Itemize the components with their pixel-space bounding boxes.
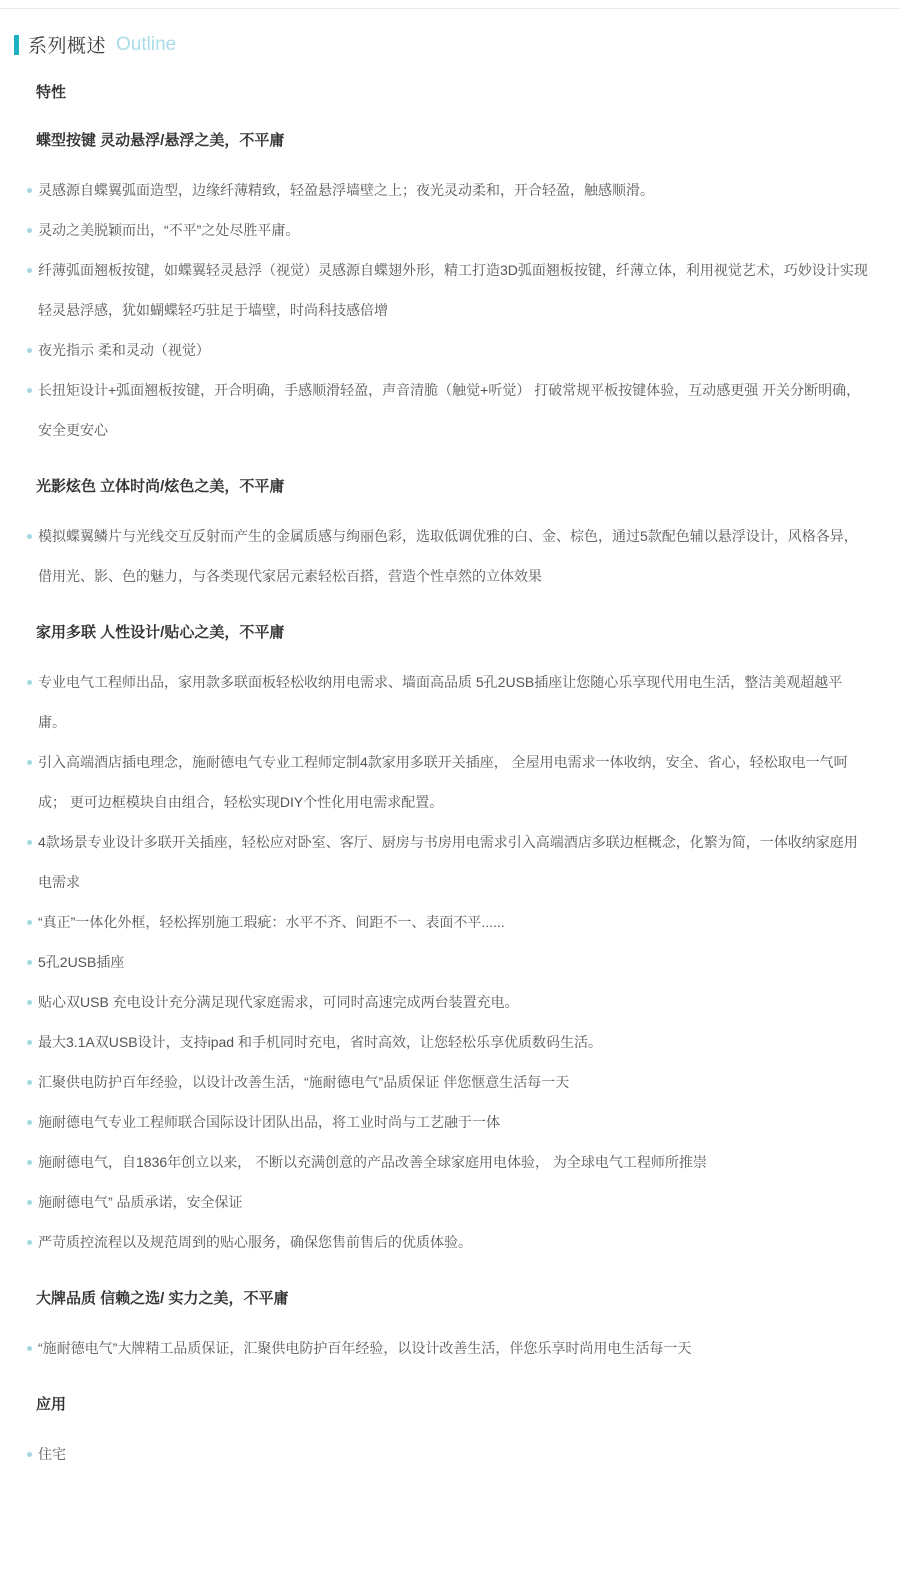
content — [0, 82, 900, 1522]
bullet-dot-icon — [27, 1080, 32, 1085]
section — [36, 130, 870, 450]
list-item — [36, 1102, 870, 1142]
page-subtitle: Outline — [116, 33, 177, 55]
list-item — [36, 516, 870, 596]
bullet-text: 灵感源自蝶翼弧面造型，边缘纤薄精致，轻盈悬浮墙壁之上；夜光灵动柔和，开合轻盈，触感顺滑。 — [38, 182, 654, 198]
bullet-text: 夜光指示 柔和灵动（视觉） — [38, 342, 210, 358]
section-heading: 蝶型按键 灵动悬浮/悬浮之美，不平庸 — [36, 132, 285, 149]
list-item — [36, 370, 870, 450]
bullet-dot-icon — [27, 760, 32, 765]
section-heading: 大牌品质 信赖之选/ 实力之美，不平庸 — [36, 1290, 289, 1307]
bullet-text: “施耐德电气”大牌精工品质保证，汇聚供电防护百年经验，以设计改善生活，伴您乐享时尚用电生活每一天 — [38, 1340, 692, 1356]
list-item — [36, 822, 870, 902]
bullet-text: 最大3.1A双USB设计，支持ipad 和手机同时充电，省时高效，让您轻松乐享优质数码生活。 — [38, 1034, 602, 1050]
section-heading: 应用 — [36, 1396, 67, 1413]
bullet-dot-icon — [27, 680, 32, 685]
list-item — [36, 1062, 870, 1102]
bullet-text: 灵动之美脱颖而出，“不平”之处尽胜平庸。 — [38, 222, 300, 238]
bullet-text: 施耐德电气，自1836年创立以来， 不断以充满创意的产品改善全球家庭用电体验， 为全球电气工程师所推崇 — [38, 1154, 707, 1170]
bullet-dot-icon — [27, 1200, 32, 1205]
bullet-dot-icon — [27, 348, 32, 353]
bullet-list — [36, 662, 870, 1262]
bullet-text: 专业电气工程师出品，家用款多联面板轻松收纳用电需求、墙面高品质 5孔2USB插座让您随心乐享现代用电生活，整洁美观超越平庸。 — [38, 674, 843, 730]
page-title: 系列概述 — [28, 36, 107, 57]
list-item — [36, 1328, 870, 1368]
bullet-dot-icon — [27, 960, 32, 965]
bullet-dot-icon — [27, 1040, 32, 1045]
list-item — [36, 742, 870, 822]
section — [36, 82, 870, 104]
section — [36, 622, 870, 1262]
bullet-text: 施耐德电气专业工程师联合国际设计团队出品，将工业时尚与工艺融于一体 — [38, 1114, 500, 1130]
section — [36, 1394, 870, 1474]
bullet-dot-icon — [27, 1120, 32, 1125]
bullet-dot-icon — [27, 1240, 32, 1245]
accent-bar-icon — [14, 35, 19, 55]
list-item — [36, 330, 870, 370]
list-item — [36, 210, 870, 250]
list-item — [36, 902, 870, 942]
bullet-dot-icon — [27, 228, 32, 233]
top-divider — [0, 8, 900, 9]
bullet-text: 贴心双USB 充电设计充分满足现代家庭需求，可同时高速完成两台装置充电。 — [38, 994, 519, 1010]
list-item — [36, 1182, 870, 1222]
bullet-dot-icon — [27, 1452, 32, 1457]
bullet-text: 4款场景专业设计多联开关插座，轻松应对卧室、客厅、厨房与书房用电需求引入高端酒店多联边框概念，化繁为简，一体收纳家庭用电需求 — [38, 834, 858, 890]
list-item — [36, 662, 870, 742]
list-item — [36, 1142, 870, 1182]
bullet-text: 引入高端酒店插电理念，施耐德电气专业工程师定制4款家用多联开关插座， 全屋用电需求一体收纳，安全、省心，轻松取电一气呵成； 更可边框模块自由组合，轻松实现DIY个性化用电需求配置。 — [38, 754, 848, 810]
bullet-dot-icon — [27, 388, 32, 393]
bullet-text: 纤薄弧面翘板按键，如蝶翼轻灵悬浮（视觉）灵感源自蝶翅外形，精工打造3D弧面翘板按键，纤薄立体，利用视觉艺术，巧妙设计实现轻灵悬浮感，犹如蝴蝶轻巧驻足于墙壁，时尚科技感倍增 — [38, 262, 868, 318]
bullet-dot-icon — [27, 188, 32, 193]
bullet-text: 住宅 — [38, 1446, 66, 1462]
bullet-text: 施耐德电气” 品质承诺，安全保证 — [38, 1194, 243, 1210]
section — [36, 1288, 870, 1368]
list-item — [36, 250, 870, 330]
bullet-list — [36, 1328, 870, 1368]
bullet-text: “真正”一体化外框，轻松挥别施工瑕疵：水平不齐、间距不一、表面不平...... — [38, 914, 505, 930]
bullet-list — [36, 516, 870, 596]
bullet-dot-icon — [27, 1346, 32, 1351]
bullet-dot-icon — [27, 920, 32, 925]
bullet-list — [36, 170, 870, 450]
bullet-dot-icon — [27, 534, 32, 539]
list-item — [36, 170, 870, 210]
list-item — [36, 942, 870, 982]
section-heading: 家用多联 人性设计/贴心之美，不平庸 — [36, 624, 285, 641]
bullet-text: 长扭矩设计+弧面翘板按键，开合明确，手感顺滑轻盈，声音清脆（触觉+听觉） 打破常规平板按键体验，互动感更强 开关分断明确，安全更安心 — [38, 382, 861, 438]
bullet-text: 5孔2USB插座 — [38, 954, 125, 970]
list-item — [36, 1434, 870, 1474]
list-item — [36, 1022, 870, 1062]
list-item — [36, 1222, 870, 1262]
list-item — [36, 982, 870, 1022]
bullet-dot-icon — [27, 840, 32, 845]
section-heading: 光影炫色 立体时尚/炫色之美，不平庸 — [36, 478, 285, 495]
section-header — [14, 31, 900, 58]
section-heading: 特性 — [36, 84, 67, 101]
bullet-text: 汇聚供电防护百年经验，以设计改善生活，“施耐德电气”品质保证 伴您惬意生活每一天 — [38, 1074, 570, 1090]
bullet-text: 模拟蝶翼鳞片与光线交互反射而产生的金属质感与绚丽色彩，选取低调优雅的白、金、棕色，通过5款配色辅以悬浮设计，风格各异，借用光、影、色的魅力，与各类现代家居元素轻松百搭，营造个性卓然的立体效果 — [38, 528, 858, 584]
bullet-text: 严苛质控流程以及规范周到的贴心服务，确保您售前售后的优质体验。 — [38, 1234, 472, 1250]
section — [36, 476, 870, 596]
bullet-list — [36, 1434, 870, 1474]
bullet-dot-icon — [27, 268, 32, 273]
bullet-dot-icon — [27, 1160, 32, 1165]
bullet-dot-icon — [27, 1000, 32, 1005]
